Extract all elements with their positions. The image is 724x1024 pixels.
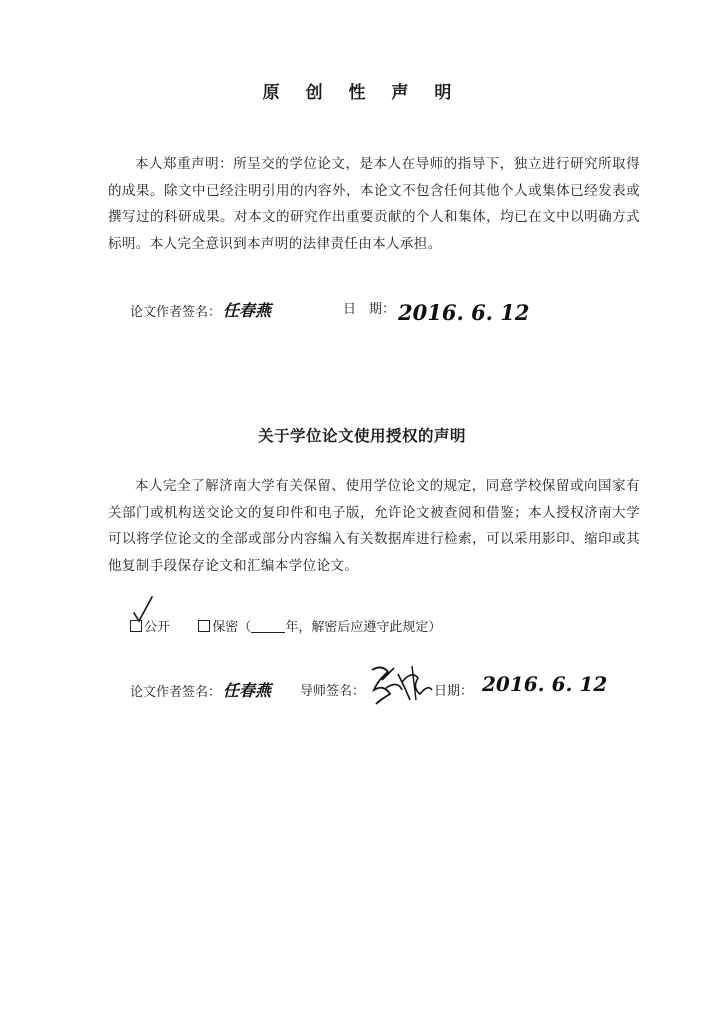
originality-author-signature-row xyxy=(130,298,271,321)
secret-checkbox[interactable] xyxy=(198,620,210,632)
secret-years-blank xyxy=(251,620,285,633)
authorization-date-handwritten: 2016. 6. 12 xyxy=(482,672,608,696)
author-signature-label: 论文作者签名： xyxy=(130,305,222,320)
supervisor-signature-image xyxy=(368,660,436,706)
author-signature-2: 任春燕 xyxy=(223,681,272,700)
confidentiality-options-row xyxy=(130,616,441,635)
authorization-date-label: 日期： xyxy=(434,684,474,699)
supervisor-signature-label: 导师签名： xyxy=(300,684,366,699)
originality-date-handwritten: 2016. 6. 12 xyxy=(398,300,530,325)
authorization-title: 关于学位论文使用授权的声明 xyxy=(257,426,466,445)
public-option-label: 公开 xyxy=(144,620,171,635)
authorization-paragraph: 本人完全了解济南大学有关保留、使用学位论文的规定，同意学校保留或向国家有关部门或机构送交论文的复印件和电子版，允许论文被查阅和借鉴；本人授权济南大学可以将学位论文的全部或部分内容编入有关数据库进行检索，可以采用影印、缩印或其他复制手段保存论文和汇编本学位论文。 xyxy=(108,478,640,574)
public-checkbox[interactable] xyxy=(130,620,142,632)
author-signature: 任春燕 xyxy=(223,301,272,320)
originality-title: 原 创 性 声 明 xyxy=(262,83,462,103)
originality-paragraph: 本人郑重声明：所呈交的学位论文，是本人在导师的指导下，独立进行研究所取得的成果。除文中已经注明引用的内容外，本论文不包含任何其他个人或集体已经发表或撰写过的科研成果。对本文的研究作出重要贡献的个人和集体，均已在文中以明确方式标明。本人完全意识到本声明的法律责任由本人承担。 xyxy=(108,156,640,252)
authorization-author-signature-row xyxy=(130,678,271,701)
secret-option-suffix: 年，解密后应遵守此规定） xyxy=(285,620,442,635)
originality-date-label: 日 期： xyxy=(343,302,396,317)
author-signature-label-2: 论文作者签名： xyxy=(130,685,222,700)
secret-option-label: 保密（ xyxy=(212,620,252,635)
